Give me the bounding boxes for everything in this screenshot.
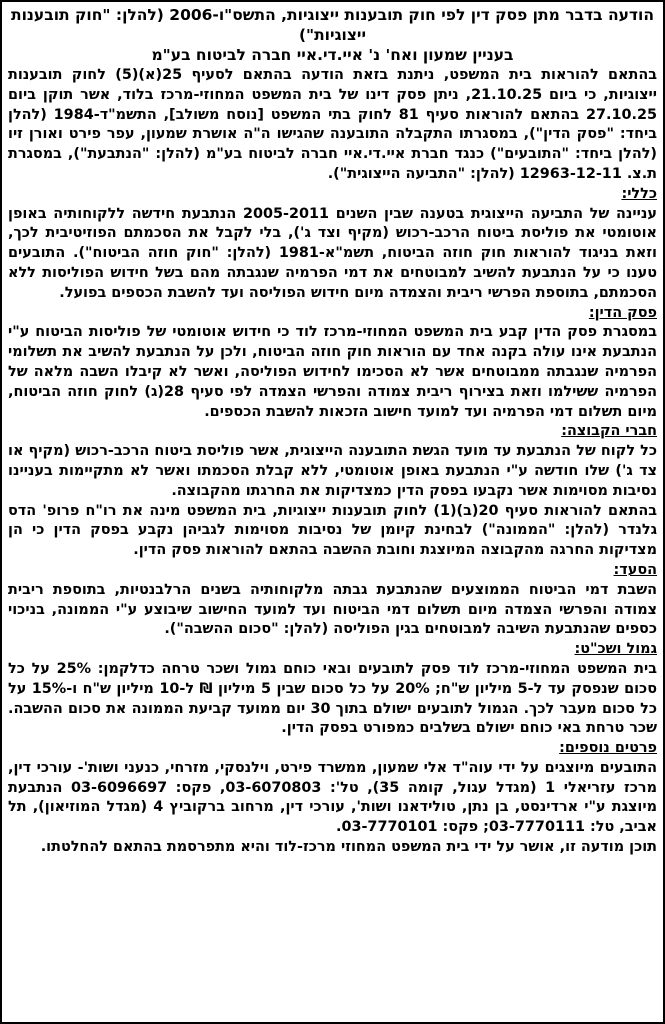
class-members-text: כל לקוח של הנתבעת עד מועד הגשת התובענה הייצוגית, אשר פוליסת ביטוח הרכב-רכוש (מקיף או צד ג') שלו חודשה ע"י הנתבעת באופן אוטומטי, ללא קבלת הסכמתו ואשר לא מתקיימות בעניינו נסיבות מסוימות אשר נקבעו בפסק הדין כמצדיקות את החרגתו מהקבוצה. — [8, 443, 657, 499]
general-heading: כללי: — [621, 185, 657, 202]
approval-text: תוכן מודעה זו, אושר על ידי בית המשפט המחוזי מרכז-לוד והיא מתפרסמת בהתאם להחלטתו. — [40, 839, 657, 856]
ruling-text: במסגרת פסק הדין קבע בית המשפט המחוזי-מרכז לוד כי חידוש אוטומטי של פוליסות הביטוח ע"י הנתבעת אינו עולה בקנה אחד עם הוראות חוק חוזה הביטוח, ולכן על הנתבעת להשיב את תשלומי הפרמיה שנגבתה ממבוטחים אשר לא הסכימו לחידוש הפוליסה, ואשר לא קיבלו השבה מלאה של הפרמיה ששילמו וזאת בצירוף ריבית צמודה והפרשי הצמדה לפי סעיף 28(ג) לחוק חוזה הביטוח, מיום תשלום דמי הפרמיה ועד למועד חישוב הזכאות להשבת הכספים. — [8, 324, 657, 420]
details-heading: פרטים נוספים: — [559, 740, 657, 757]
case-name: בעניין שמעון ואח' נ' איי.די.איי חברה לביטוח בע"מ — [151, 46, 514, 64]
fees-text: בית המשפט המחוזי-מרכז לוד פסק לתובעים ובאי כוחם גמול ושכר טרחה כדלקמן: 25% על כל סכום שנפסק עד ל-5 מיליון ש"ח; 20% על כל סכום שבין 5 מיליון ₪ ל-10 מיליון ש"ח ו-15% על כל סכום מעבר לכך. הגמול לתובעים ישולם בתוך 30 יום ממועד קביעת הממונה את סכום ההשבה. שכר טרחת באי כוחם ישולם בשלבים כמפורט בפסק הדין. — [8, 660, 657, 737]
class-members-heading: חברי הקבוצה: — [561, 423, 657, 440]
relief-text: השבת דמי הביטוח הממוצעים שהנתבעת גבתה מלקוחותיה בשנים הרלבנטיות, בתוספת ריבית צמודה והפרשי הצמדה מיום תשלום דמי הביטוח ועד למועד החישוב שיבוצע ע"י הממונה, בניכוי כספים שהנתבעת השיבה למבוטחים בגין הפוליסה (להלן: "סכום ההשבה"). — [8, 581, 657, 638]
ruling-heading: פסק הדין: — [588, 304, 657, 321]
relief-heading: הסעד: — [613, 561, 657, 578]
intro-paragraph: בהתאם להוראות בית המשפט, ניתנת בזאת הודעה בהתאם לסעיף 25(א)(5) לחוק תובענות ייצוגיות, כי ביום 21.10.25, ניתן פסק דינו של בית המשפט המחוזי-מרכז בלוד, אשר תוקן ביום 27.10.25 בהתאם להוראות סעיף 81 לחוק בתי המשפט [נוסח משולב], התשמ"ד-1984 (להלן ביחד: "פסק הדין"), במסגרתו התקבלה התובענה שהגישו ה"ה אושרת שמעון, עפר פירט ואורן זיו (להלן ביחד: "התובעים") כנגד חברת איי.די.איי חברה לביטוח בע"מ (להלן: "הנתבעת"), במסגרת ת.צ. 12963-12-11 (להלן: "התביעה הייצוגית"). — [8, 67, 657, 182]
fees-heading: גמול ושכ"ט: — [574, 641, 657, 658]
general-text: עניינה של התביעה הייצוגית בטענה שבין השנים 2005-2011 הנתבעת חידשה ללקוחותיה באופן אוטומטי את פוליסת ביטוח הרכב-רכוש (מקיף וצד ג'), בלי לקבל את הסכמתם הפוזיטיבית לכך, וזאת בניגוד להוראות חוק חוזה הביטוח, תשמ"א-1981 (להלן: "חוק חוזה הביטוח"). התובעים טענו כי על הנתבעת להשיב למבוטחים את דמי הפרמיה שנגבתה מהם בשל חידוש הפוליסות ללא הסכמתם, בתוספת הפרשי ריבית והצמדה מיום חידוש הפוליסה ועד להשבת הכספים בפועל. — [8, 205, 657, 301]
trustee-text: בהתאם להוראות סעיף 20(ב)(1) לחוק תובענות ייצוגיות, בית המשפט מינה את רו"ח פרופ' הדס גלנדר (להלן: "הממונה") לבחינת קיומן של נסיבות מסוימות לגביהן נקבע בפסק הדין כי הן מצדיקות החרגה מהקבוצה המיוצגת וחובת ההשבה בהתאם להוראות פסק הדין. — [8, 502, 658, 559]
notice-title: הודעה בדבר מתן פסק דין לפי חוק תובענות ייצוגיות, התשס"ו-2006 (להלן: "חוק תובענות ייצוגיות") — [11, 6, 654, 44]
details-text: התובעים מיוצגים על ידי עוה"ד אלי שמעון, ממשרד פירט, וילנסקי, מזרחי, כנעני ושות'- עורכי דין, מרכז עזריאלי 1 (מגדל עגול, קומה 35), טל': 03-6070803, פקס: 03-6096697 הנתבעת מיוצגת ע"י ארדינסט, בן נתן, טולידאנו ושות', עורכי דין, מרחוב ברקוביץ 4 (מגדל המוזיאון), תל אביב, טל: 03-7770111; פקס: 03-7770101. — [8, 759, 657, 836]
